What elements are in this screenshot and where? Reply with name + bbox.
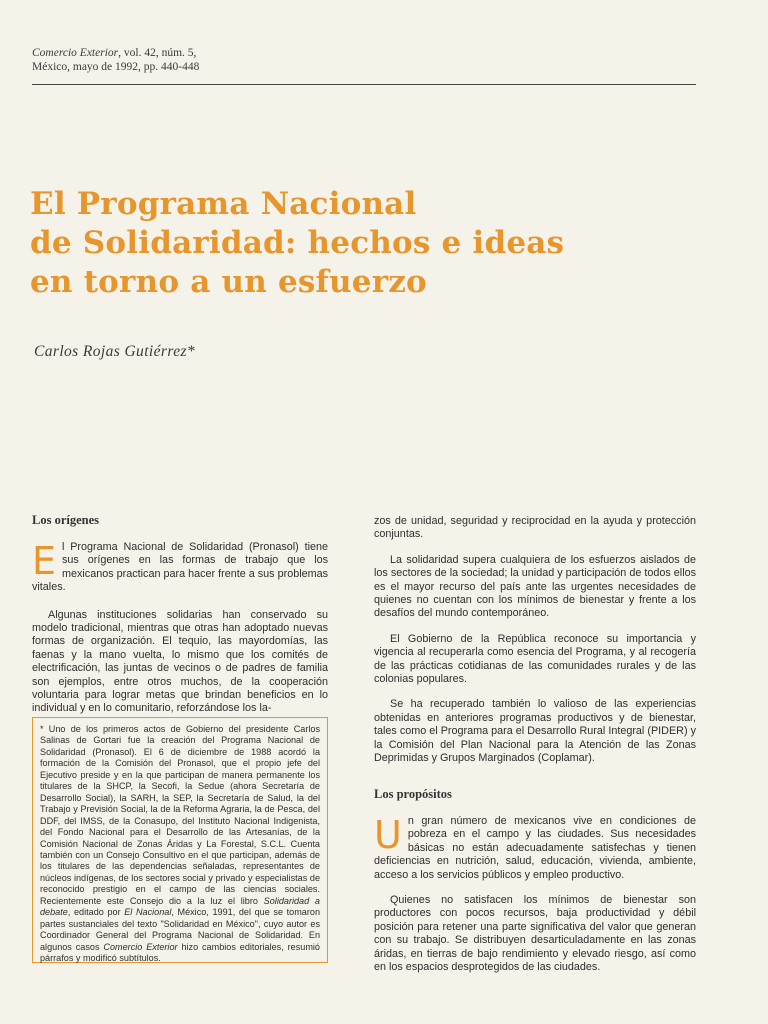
footnote-box <box>32 717 328 963</box>
origins-paragraph-1 <box>32 541 328 595</box>
purposes-p1-text: n gran número de mexicanos vive en condiciones de pobreza en el campo y las ciudades. Sus necesidades básicas no están adecuadamente satisfechas y tienen deficiencias en nutrición, salud, educación, vivienda, ambiente, acceso a los servicios públicos y empleo productivo. <box>374 815 696 881</box>
article-title <box>30 185 670 302</box>
origins-paragraph-2: Algunas instituciones solidarias han conservado su modelo tradicional, mientras que otras han adoptado nuevas formas de organización. El tequio, las mayordomías, las faenas y la mano vuelta, lo mismo que los comités de electrificación, las juntas de vecinos o de padres de familia son ejemplos, entre otros muchos, de la cooperación voluntaria para lograr metas que brindan beneficios en lo individual y en lo comunitario, reforzándose los la- <box>32 608 328 715</box>
right-paragraph-3: El Gobierno de la República reconoce su importancia y vigencia al recuperarla como esencia del Programa, y al recogería de las prácticas cotidianas de las comunidades rurales y de las colonias populares. <box>374 632 696 686</box>
journal-volume: , vol. 42, núm. 5, <box>118 47 197 59</box>
right-paragraph-4: Se ha recuperado también lo valioso de las experiencias obtenidas en anteriores programas productivos y de bienestar, tales como el Programa para el Desarrollo Rural Integral (PIDER) y la Comisión del Plan Nacional para la Atención de las Zonas Deprimidas y Grupos Marginados (Coplamar). <box>374 698 696 765</box>
drop-cap-u: U <box>374 813 402 857</box>
right-column-text <box>374 515 696 777</box>
purposes-paragraph-2: Quienes no satisfacen los mínimos de bienestar son productores con pocos recursos, baja productividad y débil posición para retener una parte significativa del valor que generan con su trabajo. Se distribuyen desarticuladamente en las zonas áridas, en tierras de bajo rendimiento y elevado riesgo, así como en los espacios desprotegidos de las ciudades. <box>374 894 696 974</box>
footnote-text-c: , México, 1991, del que se tomaron partes sustanciales del texto "Solidaridad en México", cuyo autor es Coordinador General del Programa Nacional de Solidaridad. En algunos casos <box>40 907 321 952</box>
journal-name: Comercio Exterior <box>32 47 119 59</box>
footnote-book-title: Solidaridad a debate <box>40 895 320 918</box>
header-rule <box>32 84 696 85</box>
section-heading-origins: Los orígenes <box>32 513 100 527</box>
footnote-text-a: * Uno de los primeros actos de Gobierno del presidente Carlos Salinas de Gortari fue la creación del Programa Nacional de Solidaridad (Pronasol). El 6 de diciembre de 1988 acordó la formación de la Comisión del Pronasol, que el propio jefe del Ejecutivo preside y en la que participan de manera permanente los titulares de la SHCP, la Secofi, la Sedue (ahora Secretaría de Desarrollo Social), la SARH, la SEP, la Secretaría de Salud, la del Trabajo y Previsión Social, la de la Reforma Agraria, la de Pesca, del DDF, del IMSS, de la Conasupo, del Instituto Nacional Indigenista, del Fondo Nacional para el Desarrollo de las Artesanías, de la Comisión Nacional de Zonas Áridas y La Forestal, S.C.L. Cuenta también con un Consejo Consultivo en el que participan, además de los titulares de las dependencias señaladas, representantes de núcleos indígenas, de los sectores social y privado y especialistas de reconocido prestigio en el campo de las ciencias sociales. Recientemente este Consejo dio a la luz el libro <box>40 724 320 906</box>
left-column-text <box>32 541 328 727</box>
footnote-text-d: hizo cambios editoriales, resumió párrafos y modificó subtítulos. <box>40 941 320 964</box>
right-paragraph-2: La solidaridad supera cualquiera de los esfuerzos aislados de los sectores de la sociedad; la unidad y participación de todos ellos es el mayor recurso del país ante las urgentes necesidades de quienes no cuentan con los mínimos de bienestar y frente a los desafíos del mundo contemporáneo. <box>374 553 696 620</box>
footnote-publisher: El Nacional <box>124 907 172 918</box>
title-line-2: de Solidaridad: hechos e ideas <box>30 225 565 261</box>
footnote-text-b: , editado por <box>67 907 125 918</box>
drop-cap-e: E <box>32 539 57 583</box>
right-paragraph-1: zos de unidad, seguridad y reciprocidad en la ayuda y protección conjuntas. <box>374 515 696 541</box>
title-line-3: en torno a un esfuerzo <box>30 264 427 300</box>
purposes-paragraph-1 <box>374 815 696 882</box>
footnote-journal: Comercio Exterior <box>103 941 178 952</box>
section-heading-purposes: Los propósitos <box>374 787 452 801</box>
journal-citation <box>32 46 696 74</box>
origins-p1-text: l Programa Nacional de Solidaridad (Pronasol) tiene sus orígenes en las formas de trabajo que los mexicanos practican para hacer frente a sus problemas vitales. <box>32 541 328 594</box>
author-name: Carlos Rojas Gutiérrez* <box>34 343 196 360</box>
citation-line-2: México, mayo de 1992, pp. 440-448 <box>32 61 200 73</box>
title-line-1: El Programa Nacional <box>30 186 417 222</box>
citation-line-1 <box>32 46 696 60</box>
purposes-column-text <box>374 815 696 985</box>
